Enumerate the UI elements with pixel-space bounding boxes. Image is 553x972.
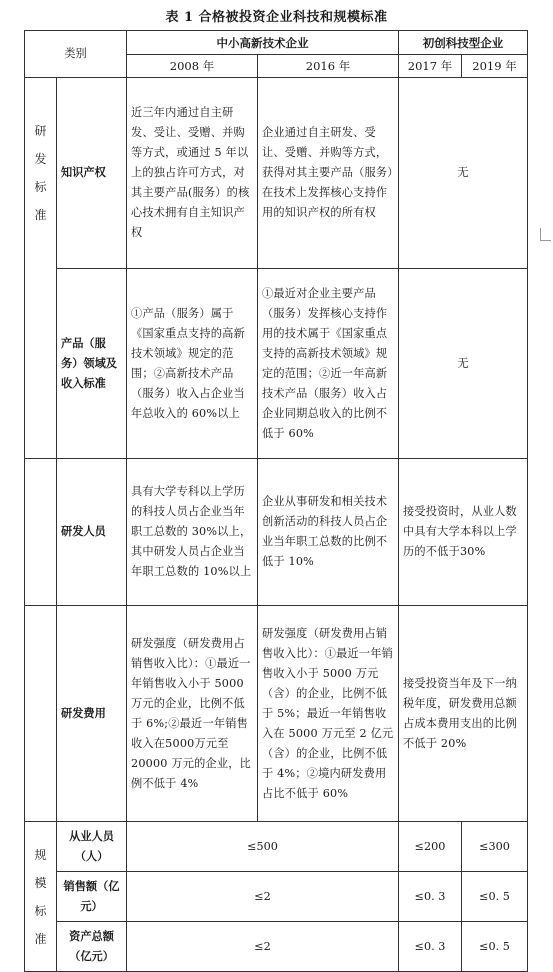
row-label-rd-cost: 研发费用 [57,606,127,822]
year-2019-header: 2019 年 [462,55,528,78]
section-label-rd [25,78,57,269]
row-label-ip: 知识产权 [57,78,127,269]
year-2016-header: 2016 年 [258,55,399,78]
year-2017-header: 2017 年 [399,55,462,78]
row-label-sales: 销售额（亿元） [57,872,127,922]
ip-startup: 无 [399,78,528,269]
section-text-rd: 研发标准 [34,124,47,223]
rd-cost-2016: 研发强度（研发费用占销售收入比）：①最近一年销售收入小于 5000 万元（含）的企业，比例不低于 5%；最近一年销售收入在 5000 万元至 2 亿元（含）的企业，比例不低于 4%；②境内研发费用占比不低于 60% [258,606,399,822]
sales-sme: ≤2 [127,872,399,922]
criteria-table [24,30,528,972]
employees-sme: ≤500 [127,822,399,872]
rd-cost-2008: 研发强度（研发费用占销售收入比）：①最近一年销售收入小于 5000 万元的企业，比例不低于 6%;②最近一年销售收入在5000万元至 20000 万元的企业，比例不低于 4% [127,606,258,822]
table-row-ip [25,78,528,269]
row-label-product: 产品（服务）领域及收入标准 [57,269,127,459]
table-row-sales [25,872,528,922]
product-2016: ①最近对企业主要产品（服务）发挥核心支持作用的技术属于《国家重点支持的高新技术领域》规定的范围；②近一年高新技术产品（服务）收入占企业同期总收入的比例不低于 60% [258,269,399,459]
table-caption: 表 1 合格被投资企业科技和规模标准 [165,10,388,25]
section-continuation [25,606,57,822]
section-label-scale [25,822,57,972]
rd-staff-2016: 企业从事研发和相关技术创新活动的科技人员占企业当年职工总数的比例不低于 10% [258,459,399,606]
row-label-rd-staff: 研发人员 [57,459,127,606]
product-startup: 无 [399,269,528,459]
startup-group-header: 初创科技型企业 [399,31,528,55]
table-row-employees [25,822,528,872]
table-row-rd-cost [25,606,528,822]
row-label-employees: 从业人员（人） [57,822,127,872]
row-label-assets: 资产总额（亿元） [57,922,127,972]
assets-2019: ≤0. 5 [462,922,528,972]
section-continuation [25,459,57,606]
assets-2017: ≤0. 3 [399,922,462,972]
ip-2008: 近三年内通过自主研发、受让、受赠、并购等方式，或通过 5 年以上的独占许可方式，对其主要产品(服务）的核心技术拥有自主知识产权 [127,78,258,269]
table-row-assets [25,922,528,972]
header-row-groups [25,31,528,55]
table-row-product [25,269,528,459]
section-continuation [25,269,57,459]
page-corner-mark [540,228,551,241]
employees-2017: ≤200 [399,822,462,872]
ip-2016: 企业通过自主研发、受让、受赠、并购等方式，获得对其主要产品（服务）在技术上发挥核心支持作用的知识产权的所有权 [258,78,399,269]
table-row-rd-staff [25,459,528,606]
sales-2017: ≤0. 3 [399,872,462,922]
category-header: 类别 [25,31,127,78]
sme-group-header: 中小高新技术企业 [127,31,399,55]
rd-staff-2008: 具有大学专科以上学历的科技人员占企业当年职工总数的 30%以上，其中研发人员占企业当年职工总数的 10%以上 [127,459,258,606]
rd-staff-startup: 接受投资时，从业人数中具有大学本科以上学历的不低于30% [399,459,528,606]
rd-cost-startup: 接受投资当年及下一纳税年度，研发费用总额占成本费用支出的比例不低于 20% [399,606,528,822]
sales-2019: ≤0. 5 [462,872,528,922]
assets-sme: ≤2 [127,922,399,972]
employees-2019: ≤300 [462,822,528,872]
year-2008-header: 2008 年 [127,55,258,78]
section-text-scale: 规模标准 [34,847,47,946]
product-2008: ①产品（服务）属于《国家重点支持的高新技术领域》规定的范围；②高新技术产品（服务）收入占企业当年总收入的 60%以上 [127,269,258,459]
